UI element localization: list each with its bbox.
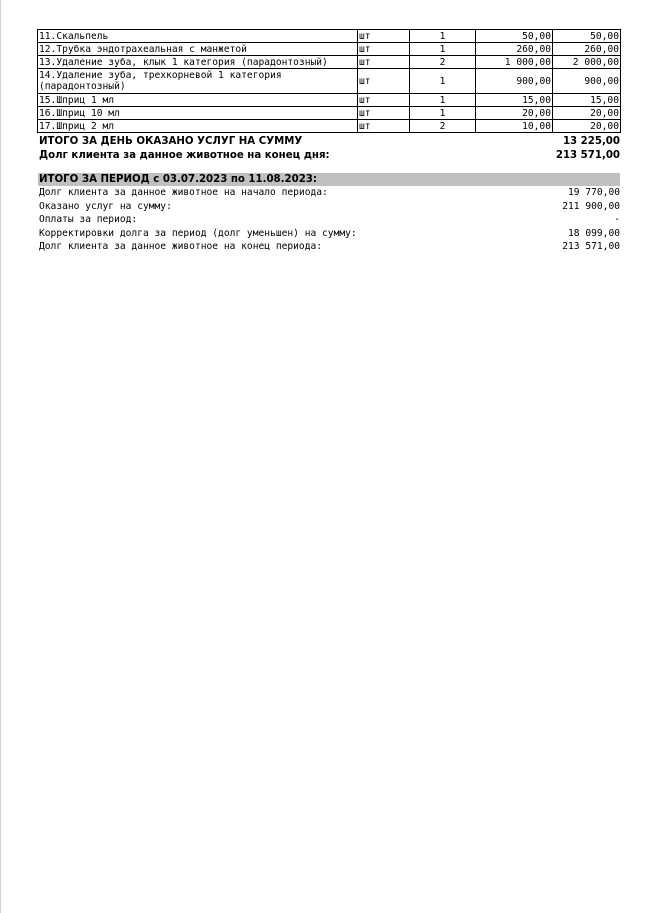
table-row (38, 56, 621, 69)
day-debt-label: Долг клиента за данное животное на конец дня: (39, 150, 330, 161)
period-row (39, 187, 620, 199)
item-qty: 1 (410, 69, 476, 94)
item-qty: 1 (410, 107, 476, 120)
table-row (38, 30, 621, 43)
item-unit: шт (358, 107, 410, 120)
item-name: 12.Трубка эндотрахеальная с манжетой (38, 43, 358, 56)
item-price: 900,00 (476, 69, 553, 94)
item-unit: шт (358, 43, 410, 56)
day-services-total (39, 136, 620, 147)
table-row (38, 94, 621, 107)
item-total: 20,00 (553, 120, 621, 133)
period-row-value: 19 770,00 (568, 187, 620, 198)
period-row-value: 211 900,00 (562, 201, 620, 212)
item-price: 260,00 (476, 43, 553, 56)
period-row-value: 18 099,00 (568, 228, 620, 239)
item-price: 10,00 (476, 120, 553, 133)
item-qty: 2 (410, 120, 476, 133)
item-unit: шт (358, 56, 410, 69)
period-row (39, 201, 620, 213)
item-name: 11.Скальпель (38, 30, 358, 43)
item-name: 14.Удаление зуба, трехкорневой 1 категория (парадонтозный) (38, 69, 358, 94)
item-price: 50,00 (476, 30, 553, 43)
period-row-label: Оказано услуг на сумму: (39, 201, 172, 212)
item-total: 15,00 (553, 94, 621, 107)
item-total: 260,00 (553, 43, 621, 56)
item-name: 16.Шприц 10 мл (38, 107, 358, 120)
item-price: 15,00 (476, 94, 553, 107)
item-unit: шт (358, 69, 410, 94)
item-unit: шт (358, 94, 410, 107)
item-qty: 1 (410, 94, 476, 107)
table-row (38, 69, 621, 94)
item-unit: шт (358, 30, 410, 43)
period-row (39, 214, 620, 226)
period-row-value: 213 571,00 (562, 241, 620, 252)
table-row (38, 43, 621, 56)
period-row (39, 241, 620, 253)
item-total: 900,00 (553, 69, 621, 94)
item-total: 2 000,00 (553, 56, 621, 69)
item-total: 20,00 (553, 107, 621, 120)
item-name: 17.Шприц 2 мл (38, 120, 358, 133)
day-debt-value: 213 571,00 (555, 150, 620, 161)
period-row (39, 228, 620, 240)
item-total: 50,00 (553, 30, 621, 43)
item-qty: 1 (410, 43, 476, 56)
period-row-label: Корректировки долга за период (долг уменьшен) на сумму: (39, 228, 357, 239)
item-name: 15.Шприц 1 мл (38, 94, 358, 107)
table-row (38, 107, 621, 120)
period-row-label: Долг клиента за данное животное на конец периода: (39, 241, 323, 252)
period-row-label: Оплаты за период: (39, 214, 138, 225)
item-name: 13.Удаление зуба, клык 1 категория (парадонтозный) (38, 56, 358, 69)
item-price: 1 000,00 (476, 56, 553, 69)
day-services-value: 13 225,00 (562, 136, 620, 147)
period-header: ИТОГО ЗА ПЕРИОД с 03.07.2023 по 11.08.2023: (38, 173, 620, 186)
day-debt-total (39, 150, 620, 161)
item-qty: 1 (410, 30, 476, 43)
day-services-label: ИТОГО ЗА ДЕНЬ ОКАЗАНО УСЛУГ НА СУММУ (39, 136, 303, 147)
item-unit: шт (358, 120, 410, 133)
table-row (38, 120, 621, 133)
period-row-value: - (614, 214, 620, 225)
item-qty: 2 (410, 56, 476, 69)
services-table (37, 29, 621, 133)
period-row-label: Долг клиента за данное животное на начало периода: (39, 187, 328, 198)
item-price: 20,00 (476, 107, 553, 120)
